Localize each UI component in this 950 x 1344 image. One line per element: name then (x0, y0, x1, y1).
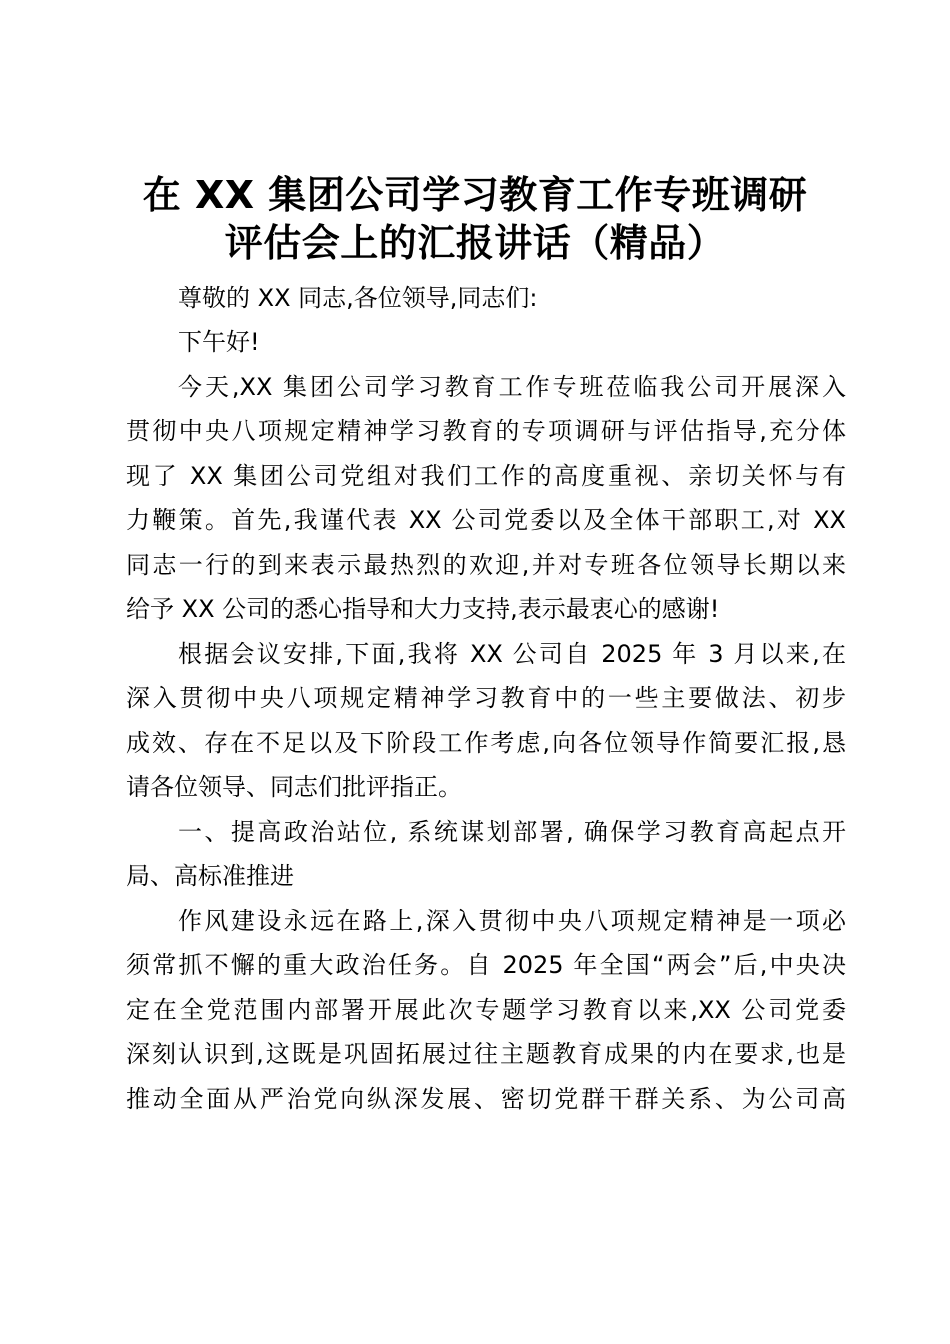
document-title-line-1: 在 XX 集团公司学习教育工作专班调研 (142, 173, 808, 217)
paragraph-1-line-6: 给予 XX 公司的悉心指导和大力支持,表示最衷心的感谢! (126, 595, 720, 623)
salutation-line: 尊敬的 XX 同志,各位领导,同志们: (178, 284, 538, 312)
section-heading-line-1: 一、提高政治站位, 系统谋划部署, 确保学习教育高起点开 (178, 818, 846, 846)
section-heading-line-2: 局、高标准推进 (126, 862, 294, 890)
paragraph-1-line-3: 现了 XX 集团公司党组对我们工作的高度重视、亲切关怀与有 (126, 462, 846, 490)
paragraph-1-line-5: 同志一行的到来表示最热烈的欢迎,并对专班各位领导长期以来 (126, 551, 846, 579)
paragraph-1-line-1: 今天,XX 集团公司学习教育工作专班莅临我公司开展深入 (178, 373, 846, 401)
document-title-line-2: 评估会上的汇报讲话（精品） (224, 221, 726, 265)
paragraph-3-line-2: 须常抓不懈的重大政治任务。自 2025 年全国“两会”后,中央决 (126, 951, 846, 979)
paragraph-3-line-4: 深刻认识到,这既是巩固拓展过往主题教育成果的内在要求,也是 (126, 1040, 846, 1068)
paragraph-2-line-4: 请各位领导、同志们批评指正。 (126, 773, 462, 801)
paragraph-2-line-1: 根据会议安排,下面,我将 XX 公司自 2025 年 3 月以来,在 (178, 640, 846, 668)
paragraph-3-line-5: 推动全面从严治党向纵深发展、密切党群干群关系、为公司高 (126, 1085, 846, 1113)
paragraph-1-line-2: 贯彻中央八项规定精神学习教育的专项调研与评估指导,充分体 (126, 417, 846, 445)
paragraph-2-line-2: 深入贯彻中央八项规定精神学习教育中的一些主要做法、初步 (126, 684, 846, 712)
greeting-line: 下午好! (178, 328, 260, 356)
paragraph-2-line-3: 成效、存在不足以及下阶段工作考虑,向各位领导作简要汇报,恳 (126, 729, 846, 757)
paragraph-3-line-1: 作风建设永远在路上,深入贯彻中央八项规定精神是一项必 (178, 907, 846, 935)
paragraph-3-line-3: 定在全党范围内部署开展此次专题学习教育以来,XX 公司党委 (126, 996, 846, 1024)
paragraph-1-line-4: 力鞭策。首先,我谨代表 XX 公司党委以及全体干部职工,对 XX (126, 506, 846, 534)
